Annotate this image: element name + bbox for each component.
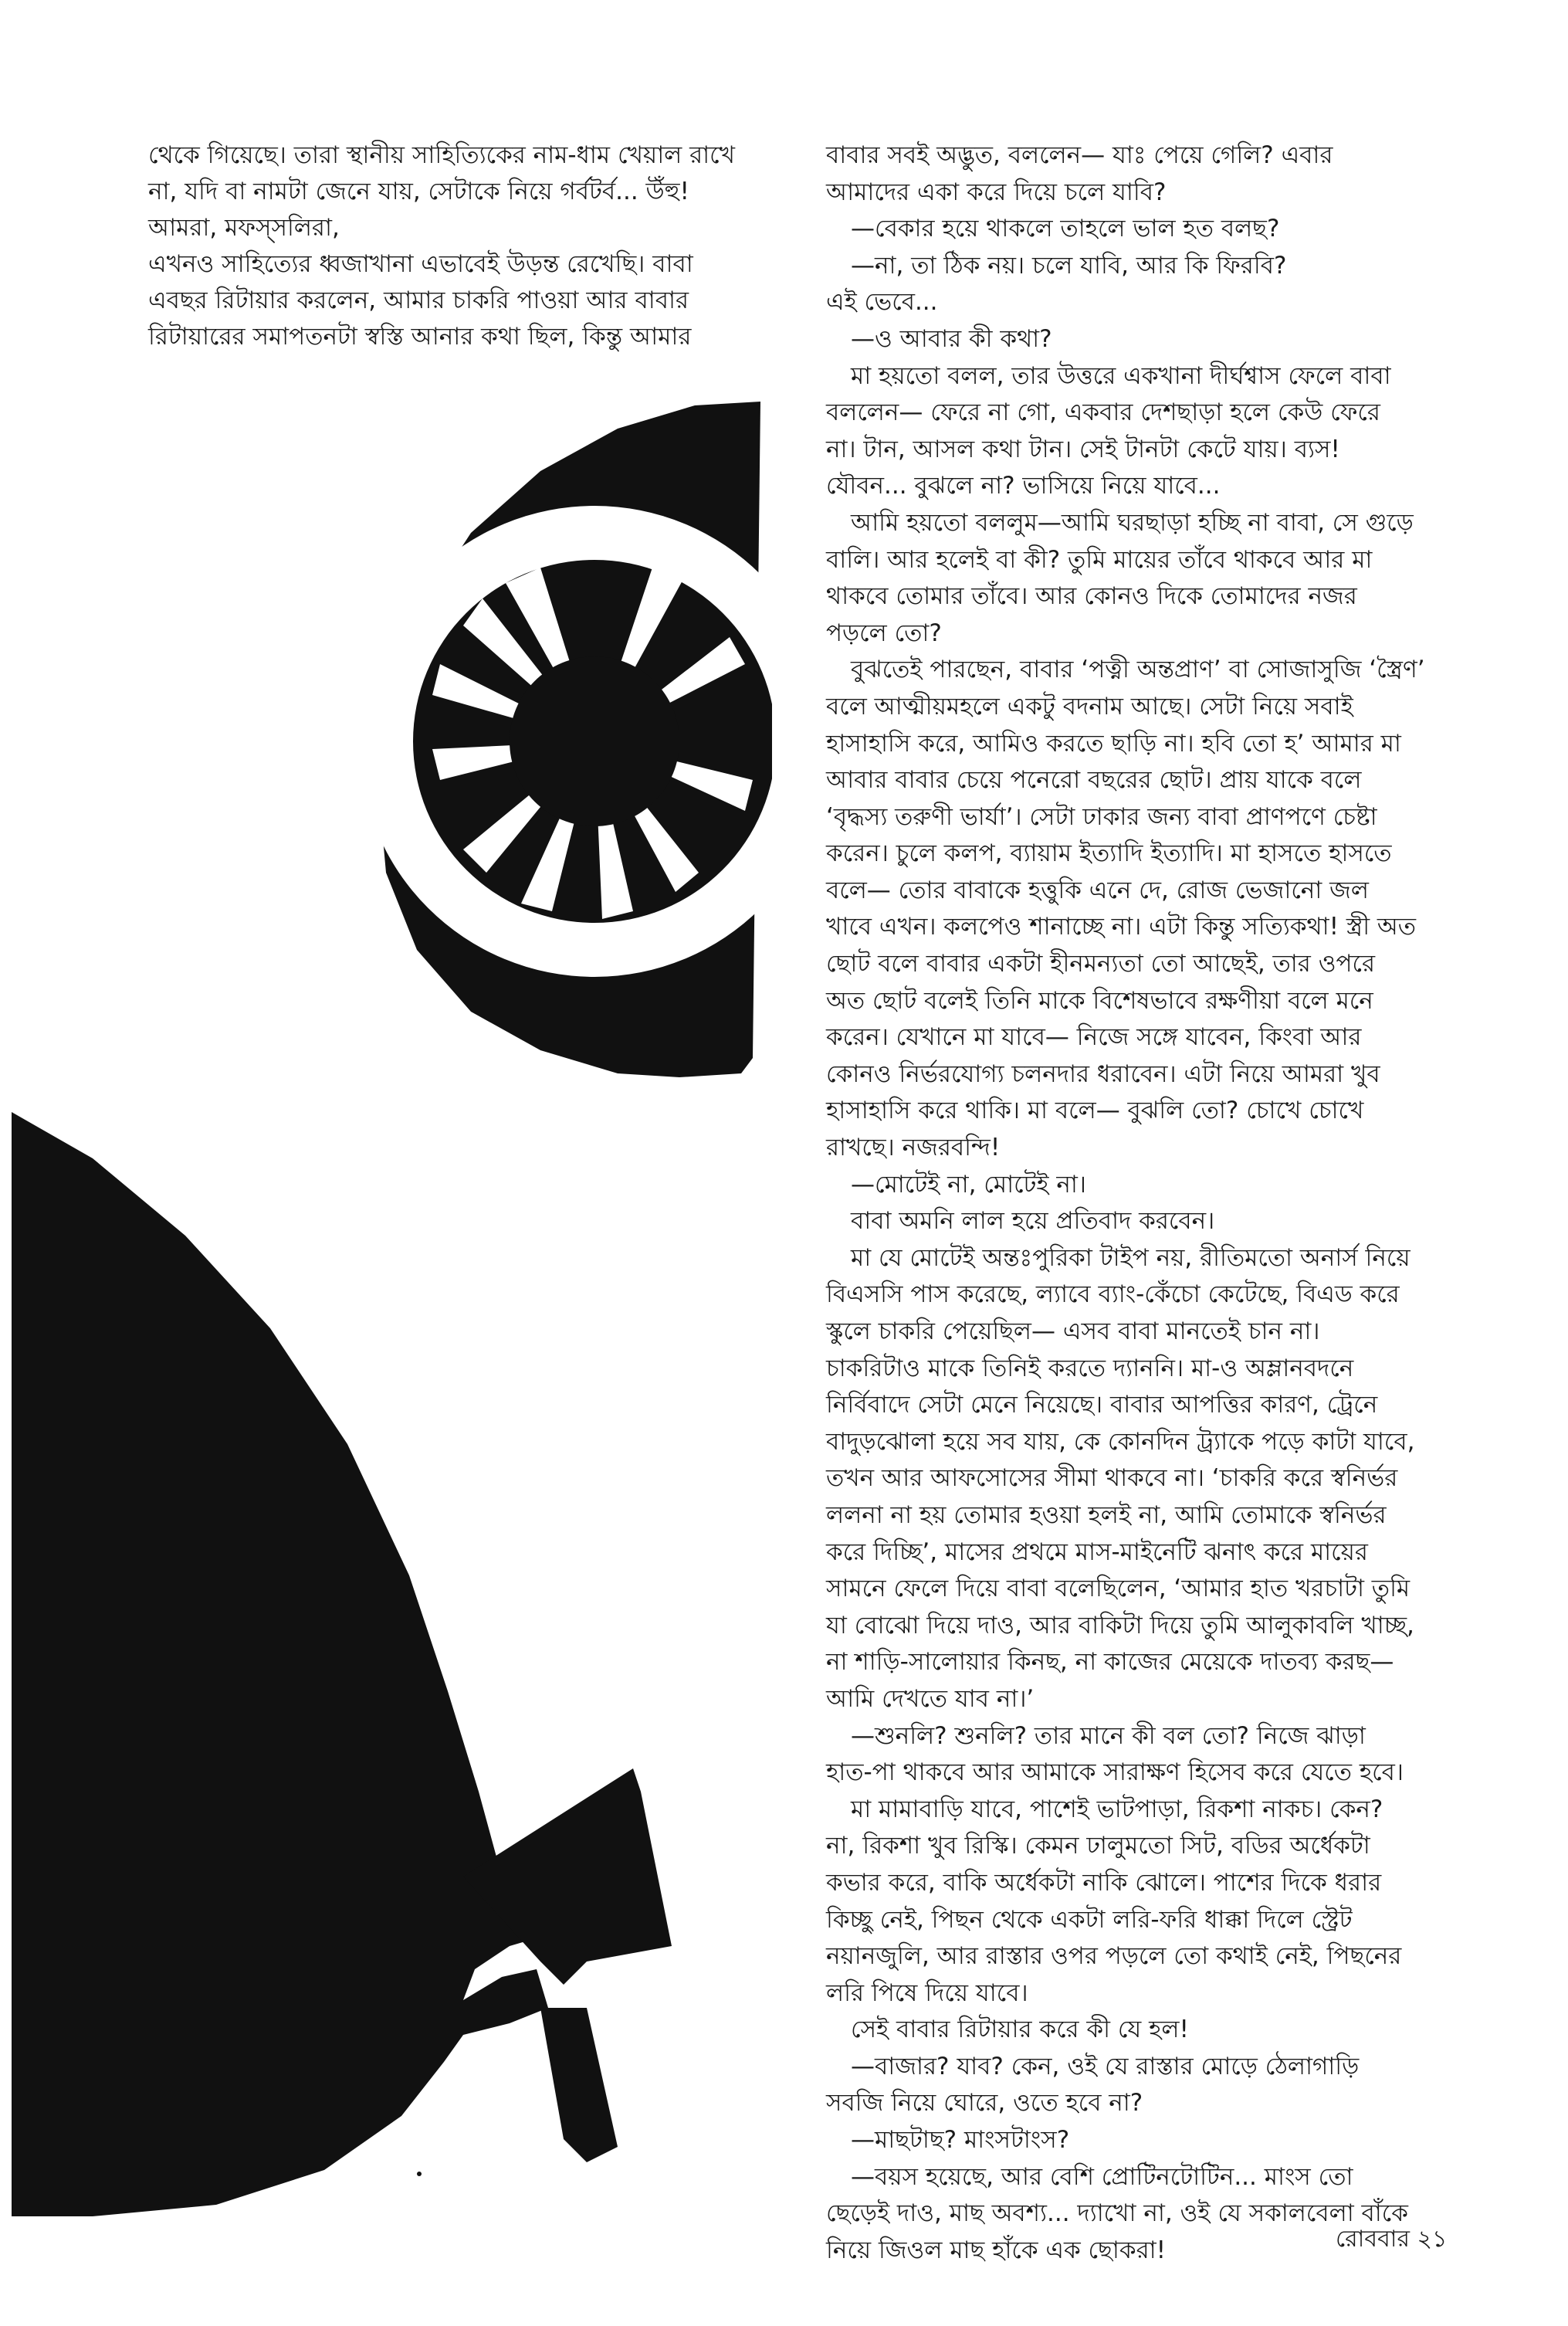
text-line: এখনও সাহিত্যের ধ্বজাখানা এভাবেই উড়ন্ত রেখেছি। বাবা <box>148 250 693 278</box>
text-line: বাবা অমনি লাল হয়ে প্রতিবাদ করবেন। <box>851 1207 1215 1236</box>
text-line: ললনা না হয় তোমার হওয়া হলই না, আমি তোমাকে স্বনির্ভর <box>826 1500 1387 1529</box>
text-line: কিচ্ছু নেই, পিছন থেকে একটা লরি-ফরি ধাক্কা দিলে স্ট্রেট <box>826 1905 1353 1934</box>
text-line: লরি পিষে দিয়ে যাবে। <box>826 1978 1028 2007</box>
text-line: মা হয়তো বলল, তার উত্তরে একখানা দীর্ঘশ্বাস ফেলে বাবা <box>851 361 1391 390</box>
text-line: আমরা, মফস্‌সলিরা, <box>148 214 340 242</box>
text-line: বলে আত্মীয়মহলে একটু বদনাম আছে। সেটা নিয়ে সবাই <box>826 692 1353 721</box>
text-line: ‘বৃদ্ধস্য তরুণী ভার্যা’। সেটা ঢাকার জন্য বাবা প্রাণপণে চেষ্টা <box>826 802 1377 831</box>
text-line: বলে— তোর বাবাকে হত্তুকি এনে দে, রোজ ভেজানো জল <box>826 876 1369 904</box>
text-line: আমাদের একা করে দিয়ে চলে যাবি? <box>826 178 1167 206</box>
vehicle-body-icon <box>12 1112 672 2216</box>
text-line: অত ছোট বলেই তিনি মাকে বিশেষভাবে রক্ষণীয়া বলে মনে <box>826 986 1373 1015</box>
text-line: কোনও নির্ভরযোগ্য চলনদার ধরাবেন। এটা নিয়ে আমরা খুব <box>826 1060 1380 1088</box>
text-line: এবছর রিটায়ার করলেন, আমার চাকরি পাওয়া আর বাবার <box>148 287 689 314</box>
text-line: বাদুড়ঝোলা হয়ে সব যায়, কে কোনদিন ট্র্যাকে পড়ে কাটা যাবে, <box>826 1427 1415 1456</box>
text-line: না, রিকশা খুব রিস্কি। কেমন ঢালুমতো সিট, বডির অর্ধেকটা <box>826 1832 1370 1860</box>
text-line: কভার করে, বাকি অর্ধেকটা নাকি ঝোলে। পাশের দিকে ধরার <box>826 1868 1382 1897</box>
text-line: —বাজার? যাব? কেন, ওই যে রাস্তার মোড়ে ঠেলাগাড়ি <box>851 2052 1360 2080</box>
text-line: যা বোঝো দিয়ে দাও, আর বাকিটা দিয়ে তুমি আলুকাবলি খাচ্ছ, <box>826 1611 1414 1639</box>
text-line: মা যে মোটেই অন্তঃপুরিকা টাইপ নয়, রীতিমতো অনার্স নিয়ে <box>851 1243 1411 1272</box>
text-line: ছেড়েই দাও, মাছ অবশ্য... দ্যাখো না, ওই যে সকালবেলা বাঁকে <box>826 2199 1408 2228</box>
text-line: করেন। যেখানে মা যাবে— নিজে সঙ্গে যাবেন, কিংবা আর <box>826 1023 1362 1052</box>
text-line: সামনে ফেলে দিয়ে বাবা বলেছিলেন, ‘আমার হাত খরচাটা তুমি <box>826 1575 1411 1603</box>
text-line: না শাড়ি-সালোয়ার কিনছ, না কাজের মেয়েকে দাতব্য করছ— <box>826 1648 1394 1677</box>
text-line: আমি দেখতে যাব না।’ <box>826 1684 1035 1713</box>
text-line: না। টান, আসল কথা টান। সেই টানটা কেটে যায়। ব্যস! <box>826 435 1340 463</box>
text-line: হাত-পা থাকবে আর আমাকে সারাক্ষণ হিসেব করে যেতে হবে। <box>826 1758 1404 1787</box>
text-line: পড়লে তো? <box>826 619 942 647</box>
text-line: ছোট বলে বাবার একটা হীনমন্যতা তো আছেই, তার ওপরে <box>826 950 1376 978</box>
text-line: তখন আর আফসোসের সীমা থাকবে না। ‘চাকরি করে স্বনির্ভর <box>826 1464 1398 1493</box>
text-line: করে দিচ্ছি’, মাসের প্রথমে মাস-মাইনেটি ঝনাৎ করে মায়ের <box>826 1538 1368 1566</box>
text-line: বাবার সবই অদ্ভুত, বললেন— যাঃ পেয়ে গেলি? এবার <box>826 141 1333 169</box>
text-line: —শুনলি? শুনলি? তার মানে কী বল তো? নিজে ঝাড়া <box>851 1721 1366 1750</box>
text-line: রাখছে। নজরবন্দি! <box>826 1134 1001 1162</box>
text-line: —বয়স হয়েছে, আর বেশি প্রোটিনটোটিন... মাংস তো <box>851 2162 1353 2191</box>
text-line: —ও আবার কী কথা? <box>851 324 1052 353</box>
text-line: স্কুলে চাকরি পেয়েছিল— এসব বাবা মানতেই চান না। <box>826 1317 1320 1345</box>
text-line: —বেকার হয়ে থাকলে তাহলে ভাল হত বলছ? <box>851 215 1280 243</box>
text-line: রিটায়ারের সমাপতনটা স্বস্তি আনার কথা ছিল, কিন্তু আমার <box>148 323 692 351</box>
wheel-and-vehicle-illustration <box>0 378 772 2232</box>
text-line: করেন। চুলে কলপ, ব্যায়াম ইত্যাদি ইত্যাদি। মা হাসতে হাসতে <box>826 839 1392 868</box>
text-line: বললেন— ফেরে না গো, একবার দেশছাড়া হলে কেউ ফেরে <box>826 398 1380 427</box>
text-line: না, যদি বা নামটা জেনে যায়, সেটাকে নিয়ে গর্বটর্ব... উঁহু! <box>148 178 689 205</box>
text-line: —মোটেই না, মোটেই না। <box>851 1170 1086 1199</box>
right-text-column <box>826 137 1459 2269</box>
text-line: সবজি নিয়ে ঘোরে, ওতে হবে না? <box>826 2089 1143 2117</box>
text-line: —মাছটাছ? মাংসটাংস? <box>851 2126 1070 2155</box>
text-line: সেই বাবার রিটায়ার করে কী যে হল! <box>851 2016 1189 2044</box>
text-line: নিয়ে জিওল মাছ হাঁকে এক ছোকরা! <box>826 2236 1167 2264</box>
text-line: আবার বাবার চেয়ে পনেরো বছরের ছোট। প্রায় যাকে বলে <box>826 766 1362 795</box>
text-line: মা মামাবাড়ি যাবে, পাশেই ভাটপাড়া, রিকশা নাকচ। কেন? <box>851 1795 1383 1823</box>
decorative-dot <box>417 2172 422 2176</box>
text-line: হাসাহাসি করে থাকি। মা বলে— বুঝলি তো? চোখে চোখে <box>826 1097 1364 1125</box>
text-line: খাবে এখন। কলপেও শানাচ্ছে না। এটা কিন্তু সত্যিকথা! স্ত্রী অত <box>826 913 1417 941</box>
text-line: এই ভেবে... <box>826 288 938 317</box>
text-line: আমি হয়তো বললুম—আমি ঘরছাড়া হচ্ছি না বাবা, সে গুড়ে <box>851 508 1414 537</box>
left-text-column <box>148 137 766 355</box>
text-line: নির্বিবাদে সেটা মেনে নিয়েছে। বাবার আপত্তির কারণ, ট্রেনে <box>826 1391 1378 1419</box>
text-line: থেকে গিয়েছে। তারা স্থানীয় সাহিত্যিকের নাম-ধাম খেয়াল রাখে <box>148 141 735 169</box>
text-line: বুঝতেই পারছেন, বাবার ‘পত্নী অন্তপ্রাণ’ বা সোজাসুজি ‘স্ত্রৈণ’ <box>851 656 1425 684</box>
text-line: নয়ানজুলি, আর রাস্তার ওপর পড়লে তো কথাই নেই, পিছনের <box>826 1942 1402 1971</box>
text-line: থাকবে তোমার তাঁবে। আর কোনও দিকে তোমাদের নজর <box>826 582 1357 611</box>
text-line: —না, তা ঠিক নয়। চলে যাবি, আর কি ফিরবি? <box>851 251 1287 280</box>
text-line: চাকরিটাও মাকে তিনিই করতে দ্যাননি। মা-ও অম্লানবদনে <box>826 1354 1354 1382</box>
text-line: যৌবন... বুঝলে না? ভাসিয়ে নিয়ে যাবে... <box>826 472 1221 500</box>
page-folio: রোববার ২১ <box>1336 2226 1448 2253</box>
text-line: হাসাহাসি করে, আমিও করতে ছাড়ি না। হবি তো হ’ আমার মা <box>826 729 1401 758</box>
text-line: বিএসসি পাস করেছে, ল্যাবে ব্যাং-কেঁচো কেটেছে, বিএড করে <box>826 1280 1400 1309</box>
text-line: বালি। আর হলেই বা কী? তুমি মায়ের তাঁবে থাকবে আর মা <box>826 545 1373 574</box>
wheel-icon <box>359 402 772 1077</box>
